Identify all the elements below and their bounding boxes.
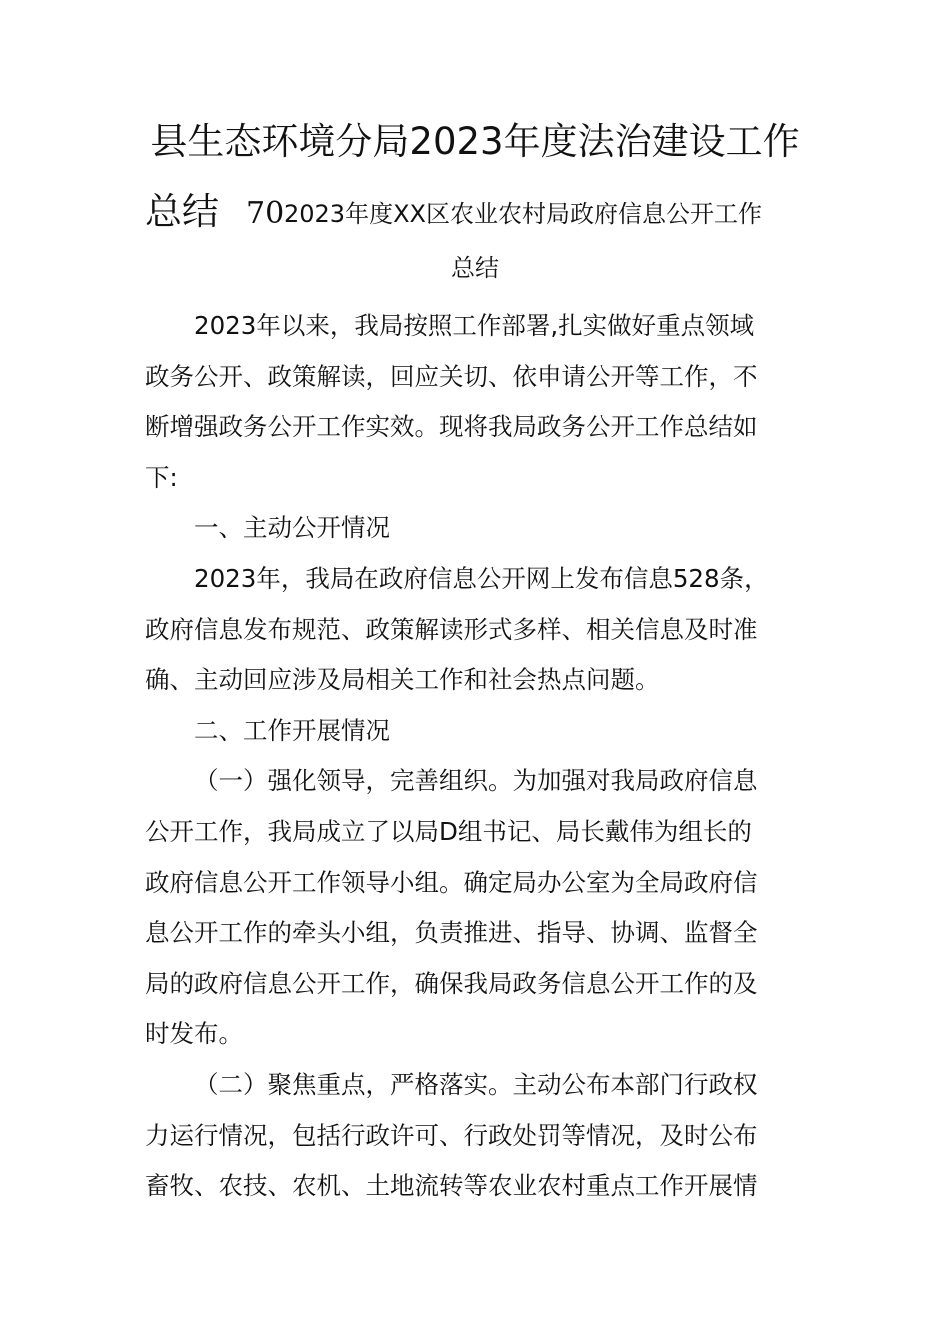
document-title-line-1: 县生态环境分局2023年度法治建设工作 [150, 120, 800, 163]
paragraph-line: 政务公开、政策解读，回应关切、依申请公开等工作，不 [145, 361, 758, 391]
paragraph-line: 畜牧、农技、农机、土地流转等农业农村重点工作开展情 [145, 1171, 758, 1201]
paragraph-line: 下: [145, 462, 178, 492]
title-row-2 [145, 186, 825, 238]
section-heading: 二、工作开展情况 [194, 715, 390, 745]
paragraph-line: 政府信息公开工作领导小组。确定局办公室为全局政府信 [145, 867, 758, 897]
paragraph-line: 公开工作，我局成立了以局D组书记、局长戴伟为组长的 [145, 816, 752, 846]
section-heading: 一、主动公开情况 [194, 513, 390, 543]
paragraph-line: 力运行情况，包括行政许可、行政处罚等情况，及时公布 [145, 1120, 758, 1150]
subtitle-number-prefix: 70 [246, 196, 285, 231]
subtitle-line-2: 总结 [451, 254, 499, 282]
subtitle-line-1: 2023年度XX区农业农村局政府信息公开工作 [284, 200, 762, 228]
paragraph-line: （二）聚焦重点，严格落实。主动公布本部门行政权 [194, 1069, 758, 1099]
paragraph-line: 时发布。 [145, 1019, 243, 1049]
paragraph-line: 2023年以来，我局按照工作部署,扎实做好重点领域 [194, 311, 755, 340]
document-title-line-2: 总结 [145, 190, 219, 233]
paragraph-line: 局的政府信息公开工作，确保我局政务信息公开工作的及 [145, 968, 758, 998]
paragraph-line: 政府信息发布规范、政策解读形式多样、相关信息及时准 [145, 614, 758, 644]
paragraph-line: 断增强政务公开工作实效。现将我局政务公开工作总结如 [145, 412, 758, 442]
paragraph-line: （一）强化领导，完善组织。为加强对我局政府信息 [194, 766, 758, 796]
paragraph-line: 2023年，我局在政府信息公开网上发布信息528条， [194, 563, 769, 593]
document-body [145, 301, 810, 1212]
paragraph-line: 确、主动回应涉及局相关工作和社会热点问题。 [145, 665, 660, 695]
paragraph-line: 息公开工作的牵头小组，负责推进、指导、协调、监督全 [145, 918, 758, 948]
